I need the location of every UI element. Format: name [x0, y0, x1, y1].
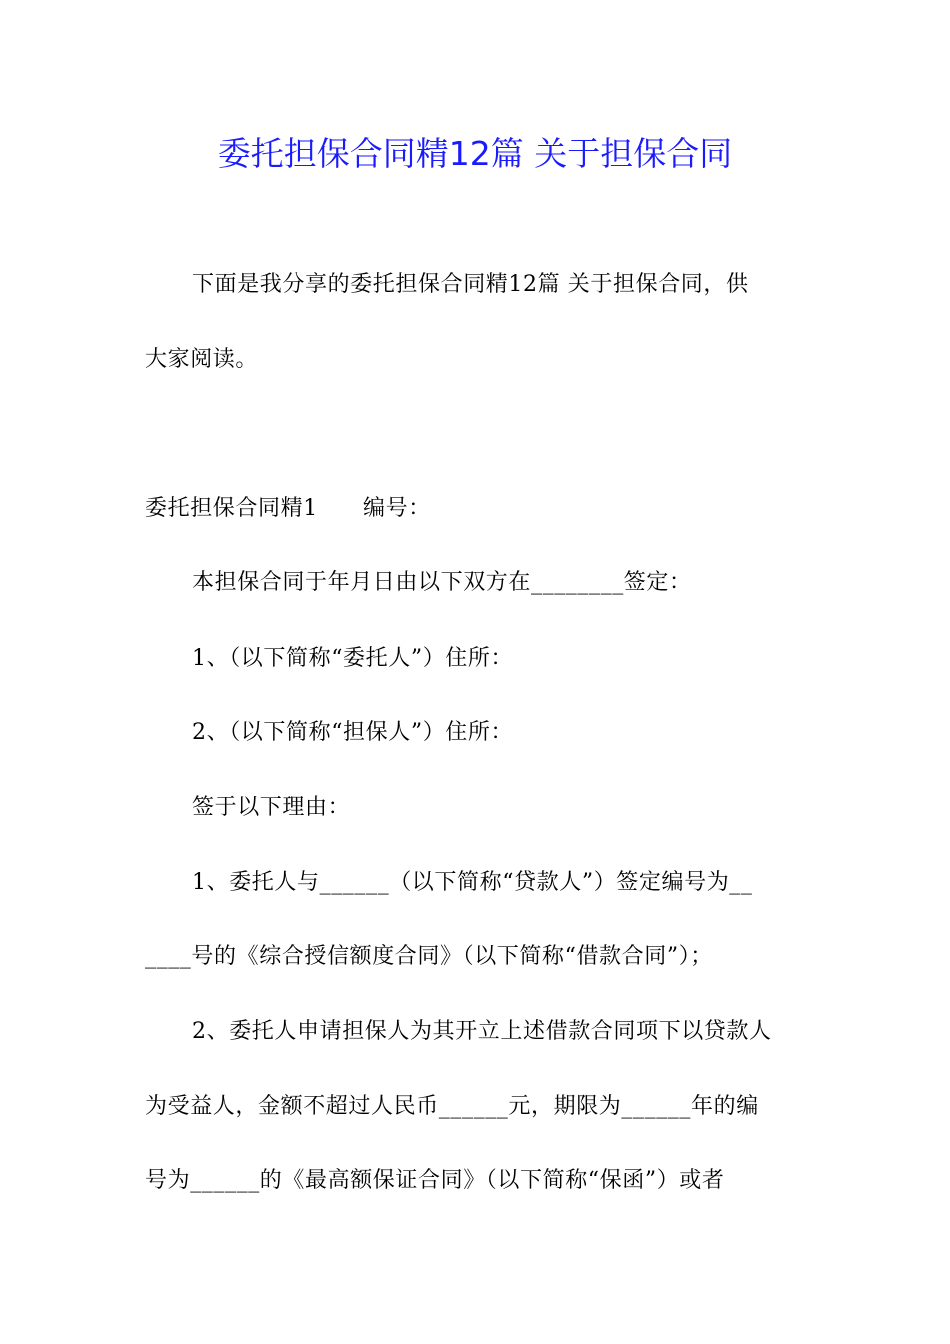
paragraph-line: 号为______的《最高额保证合同》（以下简称“保函”）或者 [145, 1168, 725, 1193]
paragraph-line: 本担保合同于年月日由以下双方在________签定： [192, 570, 692, 595]
paragraph-line: 1、委托人与______（以下简称“贷款人”）签定编号为__ [192, 870, 753, 895]
paragraph-line: 签于以下理由： [192, 795, 351, 820]
paragraph-line: 1、（以下简称“委托人”）住所： [192, 646, 514, 671]
intro-line-1: 下面是我分享的委托担保合同精12篇 关于担保合同，供 [192, 272, 749, 297]
paragraph-line: ____号的《综合授信额度合同》（以下简称“借款合同”）； [145, 944, 713, 969]
paragraph-line: 2、（以下简称“担保人”）住所： [192, 720, 514, 745]
paragraph-line: 为受益人，金额不超过人民币______元，期限为______年的编 [145, 1094, 759, 1119]
intro-line-2: 大家阅读。 [145, 347, 259, 372]
document-title: 委托担保合同精12篇 关于担保合同 [217, 134, 733, 173]
section-heading: 委托担保合同精1 编号： [145, 496, 431, 521]
paragraph-line: 2、委托人申请担保人为其开立上述借款合同项下以贷款人 [192, 1019, 772, 1044]
